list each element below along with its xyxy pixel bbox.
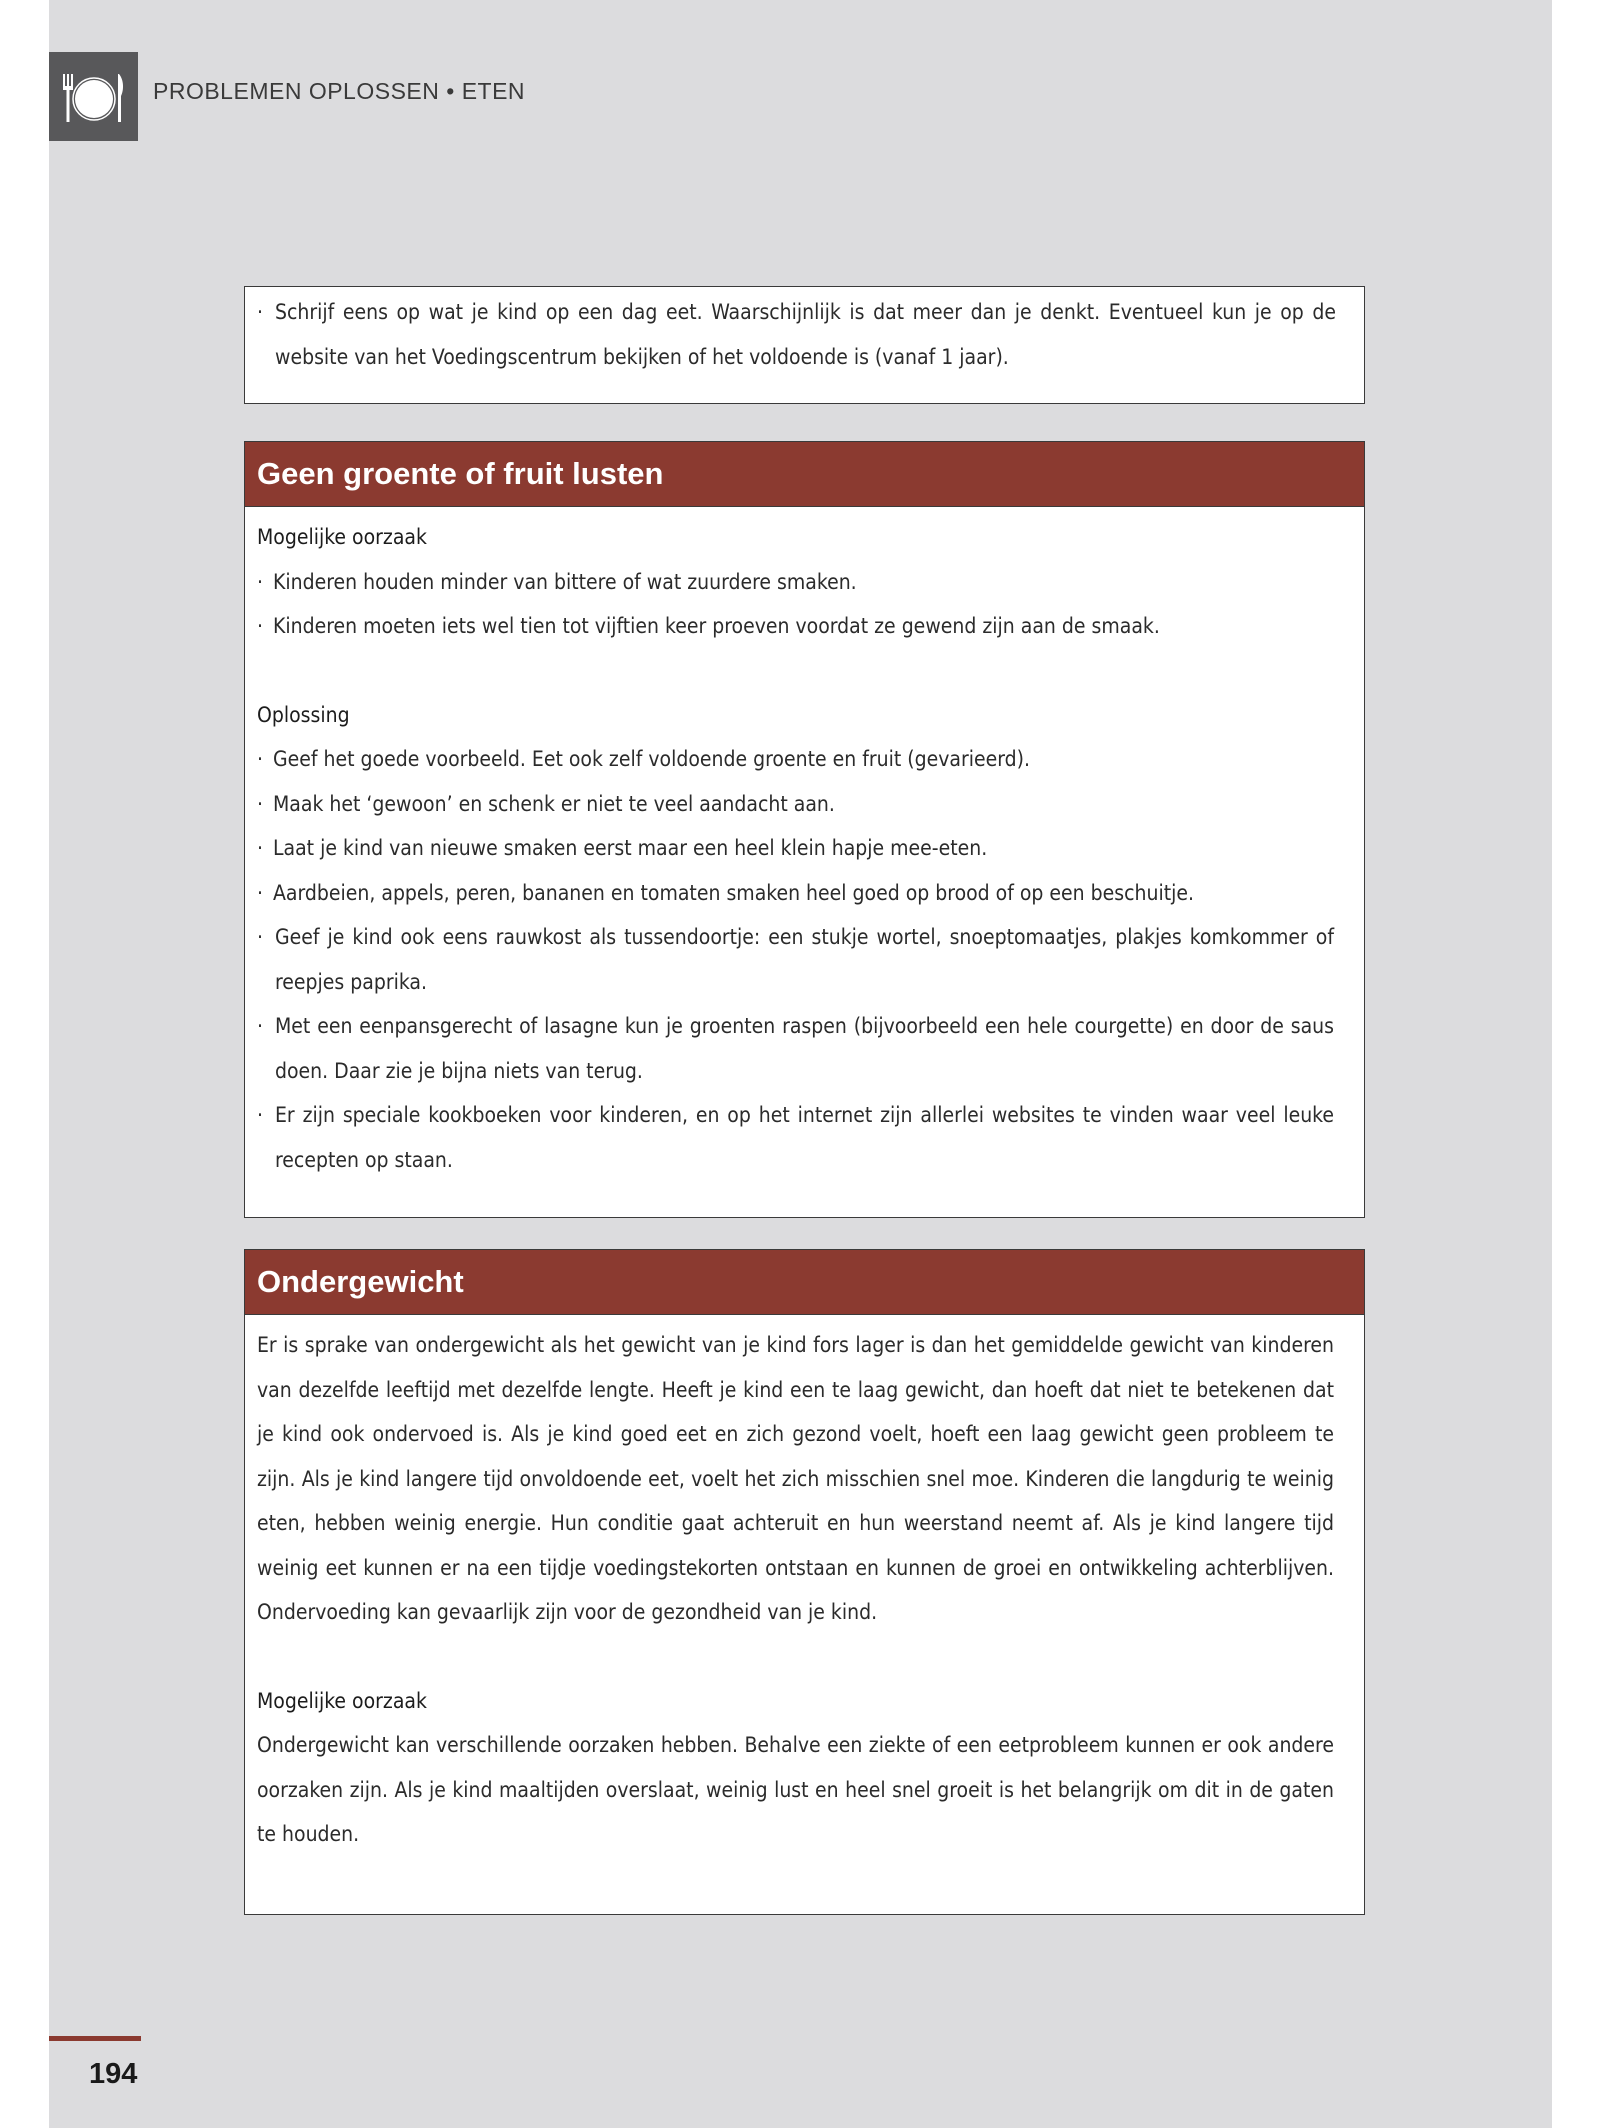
cause-label: Mogelijke oorzaak bbox=[257, 525, 427, 549]
section-title: Geen groente of fruit lusten bbox=[245, 442, 1364, 507]
list-item: · Geef je kind ook eens rauwkost als tussendoortje: een stukje wortel, snoeptomaatjes, plakjes komkommer of reepjes paprika. bbox=[257, 915, 1334, 1004]
list-item: · Kinderen houden minder van bittere of wat zuurdere smaken. bbox=[257, 560, 1334, 605]
section-title: Ondergewicht bbox=[245, 1250, 1364, 1315]
solution-label: Oplossing bbox=[257, 702, 350, 727]
list-item: · Er zijn speciale kookboeken voor kinderen, en op het internet zijn allerlei websites te vinden waar veel leuke recepten op staan. bbox=[257, 1093, 1334, 1182]
section-underweight bbox=[244, 1249, 1365, 1915]
page-number: 194 bbox=[89, 2058, 138, 2090]
list-item: · Laat je kind van nieuwe smaken eerst maar een heel klein hapje mee-eten. bbox=[257, 826, 1334, 871]
footer-rule bbox=[49, 2036, 141, 2041]
paragraph: Ondergewicht kan verschillende oorzaken hebben. Behalve een ziekte of een eetprobleem kunnen er ook andere oorzaken zijn. Als je kind maaltijden overslaat, weinig lust en heel snel groeit is het belangrijk om dit in de gaten te houden. bbox=[257, 1733, 1334, 1846]
cause-label: Mogelijke oorzaak bbox=[257, 1688, 427, 1713]
list-item: · Met een eenpansgerecht of lasagne kun je groenten raspen (bijvoorbeeld een hele courgette) en door de saus doen. Daar zie je bijna niets van terug. bbox=[257, 1004, 1334, 1093]
paragraph: Er is sprake van ondergewicht als het gewicht van je kind fors lager is dan het gemiddelde gewicht van kinderen van dezelfde leeftijd met dezelfde lengte. Heeft je kind een te laag gewicht, dan hoeft dat niet te betekenen dat je kind ook ondervoed is. Als je kind goed eet en zich gezond voelt, hoeft een laag gewicht geen probleem te zijn. Als je kind langere tijd onvoldoende eet, voelt het zich misschien snel moe. Kinderen die langdurig te weinig eten, hebben weinig energie. Hun conditie gaat achteruit en hun weerstand neemt af. Als je kind langere tijd weinig eet kunnen er na een tijdje voedingstekorten ontstaan en kunnen de groei en ontwikkeling achterblijven. Ondervoeding kan gevaarlijk zijn voor de gezondheid van je kind. bbox=[257, 1333, 1334, 1624]
plate-cutlery-icon bbox=[49, 52, 138, 141]
list-item: · Maak het ‘gewoon’ en schenk er niet te veel aandacht aan. bbox=[257, 782, 1334, 827]
tip-box bbox=[244, 286, 1365, 404]
list-item: · Kinderen moeten iets wel tien tot vijftien keer proeven voordat ze gewend zijn aan de smaak. bbox=[257, 604, 1334, 649]
tip-item: · Schrijf eens op wat je kind op een dag eet. Waarschijnlijk is dat meer dan je denkt. Eventueel kun je op de website van het Voedingscentrum bekijken of het voldoende is (vanaf 1 jaar). bbox=[257, 290, 1336, 379]
list-item: · Aardbeien, appels, peren, bananen en tomaten smaken heel goed op brood of op een beschuitje. bbox=[257, 871, 1334, 916]
running-header: PROBLEMEN OPLOSSEN • ETEN bbox=[153, 78, 526, 104]
section-no-vegetables bbox=[244, 441, 1365, 1218]
list-item: · Geef het goede voorbeeld. Eet ook zelf voldoende groente en fruit (gevarieerd). bbox=[257, 737, 1334, 782]
